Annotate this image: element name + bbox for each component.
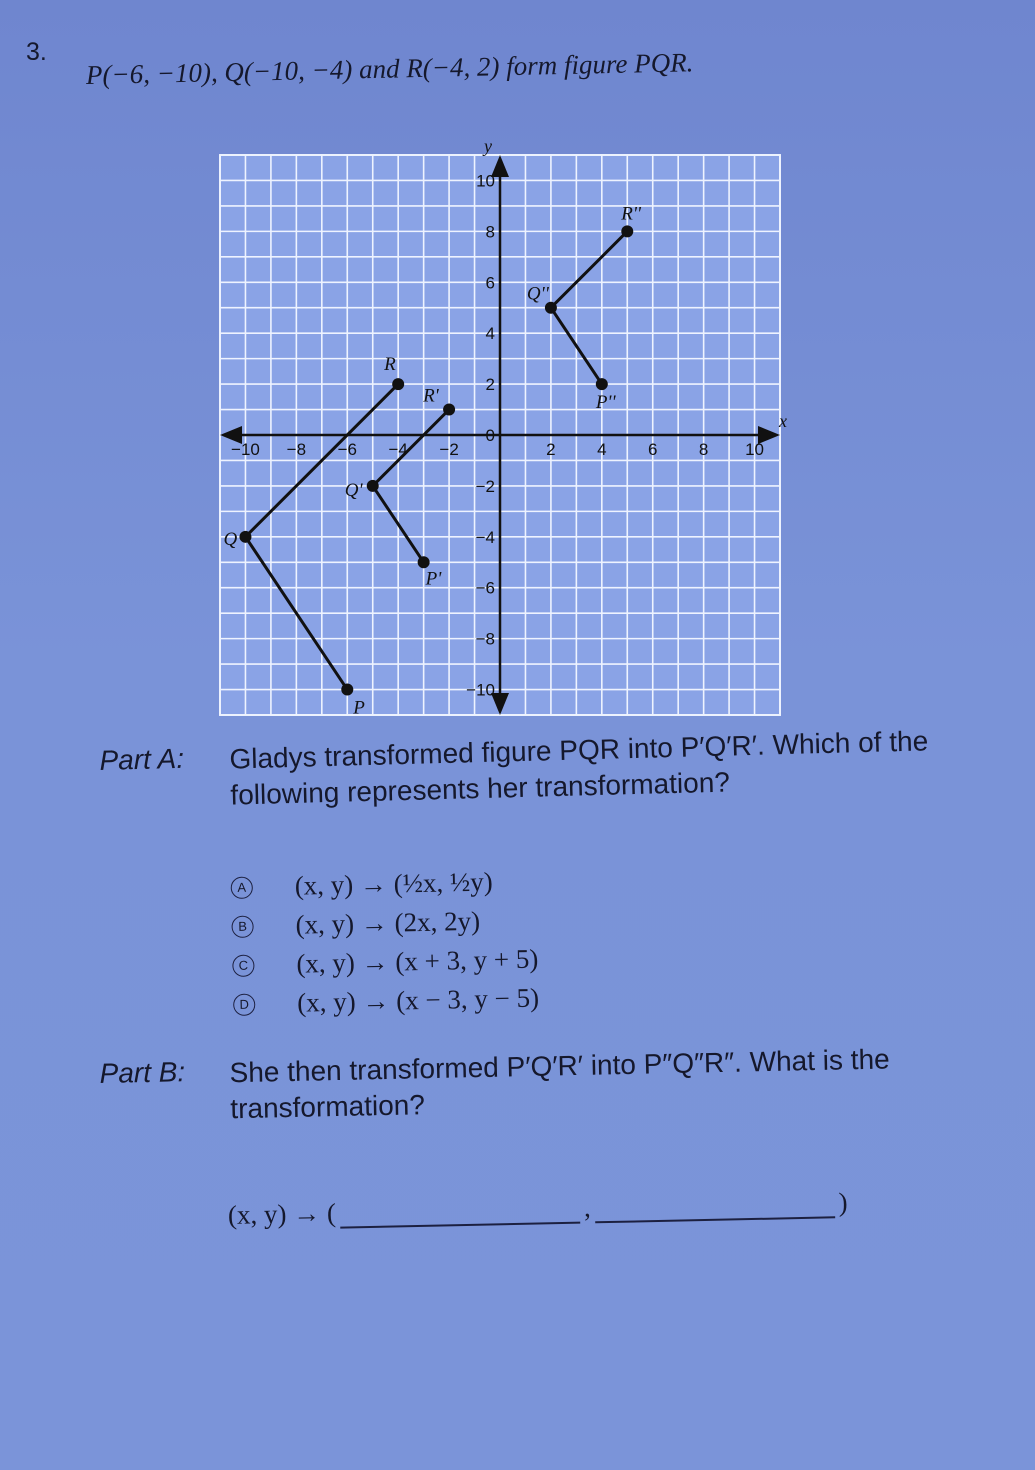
y-tick-label: −4	[475, 527, 495, 547]
graph-svg	[205, 140, 795, 730]
choice-a-bubble[interactable]: A	[231, 876, 253, 898]
vertex-label: R	[384, 354, 396, 376]
answer-suffix: )	[838, 1187, 848, 1218]
question-number: 3.	[26, 38, 47, 66]
x-tick-label: 6	[647, 440, 658, 459]
vertex-label: P''	[595, 392, 616, 414]
answer-blank-y[interactable]	[594, 1192, 834, 1223]
vertex-point	[239, 531, 251, 543]
part-b-text: She then transformed P′Q′R′ into P″Q″R″. What is the transformation?	[229, 1043, 890, 1125]
vertex-label: R'	[423, 385, 439, 407]
vertex-point	[443, 404, 455, 416]
x-tick-label: 8	[698, 440, 709, 459]
choice-b-text: (x, y) → (2x, 2y)	[295, 905, 481, 940]
choice-d-text: (x, y) → (x − 3, y − 5)	[296, 982, 540, 1018]
y-tick-label: 8	[485, 222, 495, 242]
vertex-point	[392, 378, 404, 390]
choice-a[interactable]	[230, 862, 537, 907]
vertex-label: R''	[621, 203, 642, 225]
vertex-point	[341, 684, 353, 696]
vertex-point	[367, 480, 379, 492]
part-a	[99, 721, 1001, 817]
part-b-label: Part B:	[99, 1056, 186, 1090]
x-tick-label: −8	[286, 440, 307, 459]
y-tick-label: 6	[485, 273, 495, 293]
choice-b[interactable]	[231, 901, 538, 946]
answer-comma: ,	[583, 1192, 591, 1223]
choice-c-bubble[interactable]: C	[232, 954, 254, 976]
choice-b-bubble[interactable]: B	[231, 915, 253, 937]
part-a-label: Part A:	[99, 742, 185, 777]
answer-choices	[230, 862, 539, 1024]
x-tick-label: −2	[439, 440, 459, 459]
y-tick-label: −10	[466, 680, 495, 700]
choice-a-text: (x, y) → (½x, ½y)	[294, 866, 493, 901]
vertex-point	[621, 225, 633, 237]
vertex-label: P'	[425, 568, 442, 590]
answer-prefix: (x, y) → (	[227, 1197, 337, 1230]
y-tick-label: 10	[476, 171, 495, 191]
answer-blank-x[interactable]	[340, 1198, 580, 1229]
vertex-point	[596, 378, 608, 390]
vertex-label: Q'	[344, 479, 363, 501]
y-tick-label: −2	[475, 476, 495, 496]
y-tick-label: −8	[475, 629, 495, 649]
x-tick-label: 2	[546, 440, 556, 459]
vertex-label: Q''	[526, 283, 549, 305]
x-tick-label: −4	[388, 440, 408, 459]
y-tick-label: 4	[485, 324, 495, 344]
y-tick-label: −6	[475, 578, 495, 598]
part-b	[99, 1039, 1010, 1130]
part-a-text: Gladys transformed figure PQR into P′Q′R′. Which of the following represents her transformation?	[229, 725, 929, 811]
answer-line	[228, 1187, 848, 1231]
x-axis-label: x	[779, 411, 787, 431]
coordinate-graph	[205, 140, 795, 730]
x-tick-label: −6	[337, 440, 357, 459]
vertex-label: P	[353, 697, 365, 719]
choice-c[interactable]	[232, 940, 539, 985]
choice-d[interactable]	[233, 979, 540, 1024]
y-tick-label: 0	[485, 426, 495, 445]
vertex-point	[418, 556, 430, 568]
question-stem: P(−6, −10), Q(−10, −4) and R(−4, 2) form figure PQR.	[85, 47, 694, 90]
x-tick-label: 4	[597, 440, 607, 459]
y-axis-label: y	[484, 140, 492, 156]
choice-c-text: (x, y) → (x + 3, y + 5)	[296, 943, 539, 979]
y-tick-label: 2	[485, 375, 495, 395]
choice-d-bubble[interactable]: D	[233, 993, 255, 1015]
vertex-label: Q	[223, 528, 238, 550]
x-tick-label: −10	[231, 440, 260, 459]
x-tick-label: 10	[745, 440, 765, 459]
